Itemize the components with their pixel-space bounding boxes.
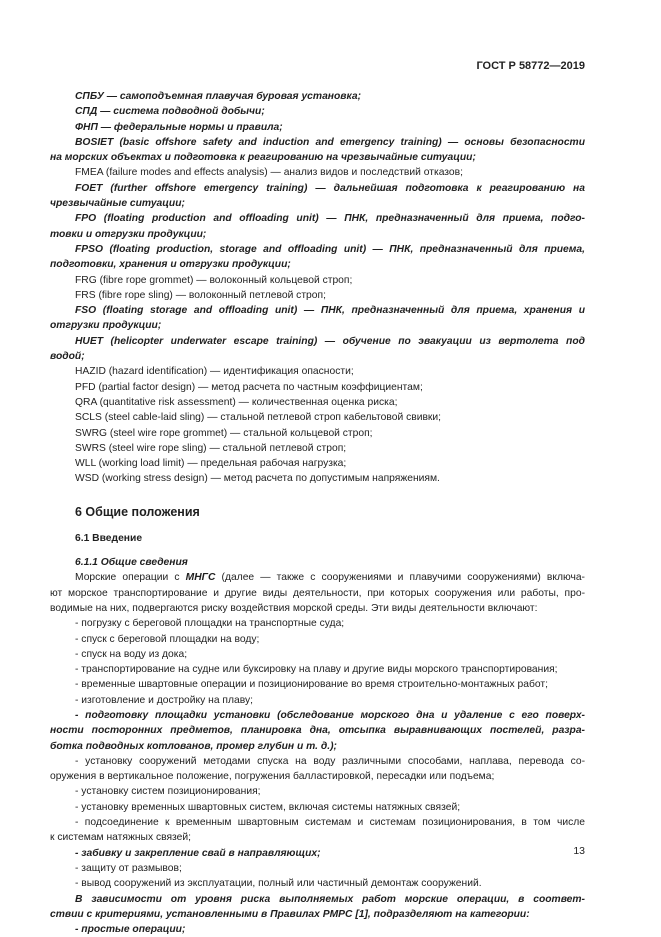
activity-list: [50, 616, 585, 937]
list-item: [50, 754, 585, 785]
intro-line: ют морское транспортирование и другие виды деятельности, при которых сооружения или работы, про-: [50, 587, 585, 599]
page-header: ГОСТ Р 58772—2019: [476, 60, 585, 72]
abbreviation-entry-line: отгрузки продукции;: [50, 320, 162, 332]
abbreviation-entry: [50, 471, 585, 486]
list-item: [50, 876, 585, 891]
list-item-line: - простые операции;: [75, 924, 186, 936]
list-item-line: ботка подводных котлованов, промер глубин и т. д.);: [50, 740, 337, 752]
abbreviation-entry-line: WLL (working load limit) — предельная рабочая нагрузка;: [75, 458, 347, 470]
abbreviation-entry: [50, 426, 585, 441]
list-item: [50, 708, 585, 754]
abbreviation-entry-line: SWRG (steel wire rope grommet) — стальной кольцевой строп;: [75, 427, 373, 439]
list-item: [50, 693, 585, 708]
abbreviation-entry-line: WSD (working stress design) — метод расчета по допустимым напряжениям.: [75, 473, 440, 485]
list-item-line: - установку систем позиционирования;: [75, 786, 261, 798]
abbreviation-entry-line: на морских объектах и подготовка к реагированию на чрезвычайные ситуации;: [50, 152, 476, 164]
abbreviation-entry-line: подготовки, хранения и отгрузки продукции;: [50, 259, 291, 271]
abbreviation-entry: [50, 441, 585, 456]
abbreviation-entry: [50, 456, 585, 471]
list-item-line: - забивку и закрепление свай в направляющих;: [75, 847, 321, 859]
abbreviation-entry: [50, 135, 585, 166]
list-item: [50, 677, 585, 692]
abbreviation-entry: [50, 89, 585, 104]
abbreviation-entry-line: QRA (quantitative risk assessment) — количественная оценка риска;: [75, 396, 398, 408]
list-item-line: - подготовку площадки установки (обследование морского дна и удаление с его поверх-: [75, 709, 585, 721]
abbreviation-entry-line: ФНП — федеральные нормы и правила;: [75, 121, 283, 133]
abbreviation-entry-line: СПБУ — самоподъемная плавучая буровая установка;: [75, 91, 362, 102]
list-item: [50, 662, 585, 677]
list-item-line: оружения в вертикальное положение, погружения балластировкой, пересадки или подъема;: [50, 771, 495, 783]
abbreviation-entry-line: FPSO (floating production, storage and offloading unit) — ПНК, предназначенный для приема,: [75, 243, 585, 255]
list-item-line: - спуск с береговой площадки на воду;: [75, 633, 260, 645]
list-item-line: В зависимости от уровня риска выполняемых работ морские операции, в соответ-: [75, 893, 585, 905]
abbreviation-entry: [50, 181, 585, 212]
abbreviation-entry: [50, 395, 585, 410]
abbreviation-entry-line: HAZID (hazard identification) — идентификация опасности;: [75, 366, 354, 378]
list-item-line: - спуск на воду из дока;: [75, 648, 188, 660]
abbreviation-entry: [50, 334, 585, 365]
abbreviation-entry: [50, 211, 585, 242]
intro-paragraph: [50, 570, 585, 616]
abbreviation-entry: [50, 410, 585, 425]
list-item-line: - установку сооружений методами спуска на воду различными способами, наплава, перевода со-: [75, 755, 585, 767]
list-item-line: - временные швартовные операции и позиционирование во время строительно-монтажных работ;: [75, 679, 548, 691]
mngs-term: МНГС: [185, 572, 216, 584]
page-number: 13: [573, 845, 585, 857]
abbreviation-entry-line: SWRS (steel wire rope sling) — стальной петлевой строп;: [75, 442, 347, 454]
list-item: [50, 784, 585, 799]
abbreviation-entry: [50, 104, 585, 119]
list-item-line: - защиту от размывов;: [75, 862, 182, 874]
abbreviation-entry-line: PFD (partial factor design) — метод расчета по частным коэффициентам;: [75, 381, 423, 393]
list-item-line: - транспортирование на судне или буксировку на плаву и другие виды морского транспортирования;: [75, 664, 558, 676]
abbreviation-entry-line: FRG (fibre rope grommet) — волоконный кольцевой строп;: [75, 274, 353, 286]
list-item-line: ности посторонних предметов, планировка дна, отсыпка выравнивающих постелей, разра-: [50, 725, 585, 737]
abbreviation-entry-line: FRS (fibre rope sling) — волоконный петлевой строп;: [75, 289, 326, 301]
abbreviation-entry-line: СПД — система подводной добычи;: [75, 106, 265, 118]
clause-heading: 6.1.1 Общие сведения: [75, 557, 188, 569]
abbreviation-entry-line: FSO (floating storage and offloading unit) — ПНК, предназначенный для приема, хранения и: [75, 305, 585, 317]
list-item: [50, 861, 585, 876]
subsection-heading: 6.1 Введение: [75, 532, 143, 544]
abbreviation-entry-line: FMEA (failure modes and effects analysis) — анализ видов и последствий отказов;: [75, 167, 463, 179]
abbreviation-entry-line: SCLS (steel cable-laid sling) — стальной петлевой строп кабельтовой свивки;: [75, 412, 442, 424]
abbreviation-list: [50, 89, 585, 487]
intro-line: Морские операции с МНГС (далее — также с сооружениями и плавучими сооружениями) включа-: [75, 572, 585, 584]
list-item: [50, 815, 585, 846]
abbreviation-entry: [50, 242, 585, 273]
abbreviation-entry: [50, 303, 585, 334]
abbreviation-entry: [50, 380, 585, 395]
abbreviation-entry: [50, 364, 585, 379]
list-item-line: - погрузку с береговой площадки на транспортные суда;: [75, 618, 345, 630]
list-item: [50, 892, 585, 923]
list-item: [50, 800, 585, 815]
intro-line: водимые на них, подвергаются риску воздействия морской среды. Эти виды деятельности включают:: [50, 602, 538, 614]
abbreviation-entry: [50, 288, 585, 303]
list-item-line: ствии с критериями, установленными в Правилах РМРС [1], подразделяют на категории:: [50, 908, 530, 920]
list-item-line: - установку временных швартовных систем, включая системы натяжных связей;: [75, 801, 461, 813]
abbreviation-entry: [50, 165, 585, 180]
abbreviation-entry-line: HUET (helicopter underwater escape training) — обучение по эвакуации из вертолета под: [75, 335, 585, 347]
abbreviation-entry-line: чрезвычайные ситуации;: [50, 198, 185, 210]
list-item: [50, 616, 585, 631]
abbreviation-entry-line: BOSIET (basic offshore safety and induction and emergency training) — основы безопасности: [75, 136, 585, 148]
list-item-line: - подсоединение к временным швартовным системам и системам позиционирования, в том числе: [75, 817, 585, 829]
list-item: [50, 846, 585, 861]
abbreviation-entry-line: FOET (further offshore emergency training) — дальнейшая подготовка к реагированию на: [75, 182, 585, 194]
list-item: [50, 632, 585, 647]
abbreviation-entry-line: водой;: [50, 351, 85, 363]
list-item-line: к системам натяжных связей;: [50, 832, 191, 844]
list-item-line: - вывод сооружений из эксплуатации, полный или частичный демонтаж сооружений.: [75, 878, 482, 890]
abbreviation-entry: [50, 273, 585, 288]
page-body: [50, 89, 585, 937]
abbreviation-entry-line: FPO (floating production and offloading unit) — ПНК, предназначенный для приема, подго-: [75, 213, 585, 225]
list-item-line: - изготовление и достройку на плаву;: [75, 694, 253, 706]
list-item: [50, 647, 585, 662]
abbreviation-entry-line: товки и отгрузки продукции;: [50, 228, 207, 240]
abbreviation-entry: [50, 120, 585, 135]
section-heading: 6 Общие положения: [75, 504, 200, 519]
